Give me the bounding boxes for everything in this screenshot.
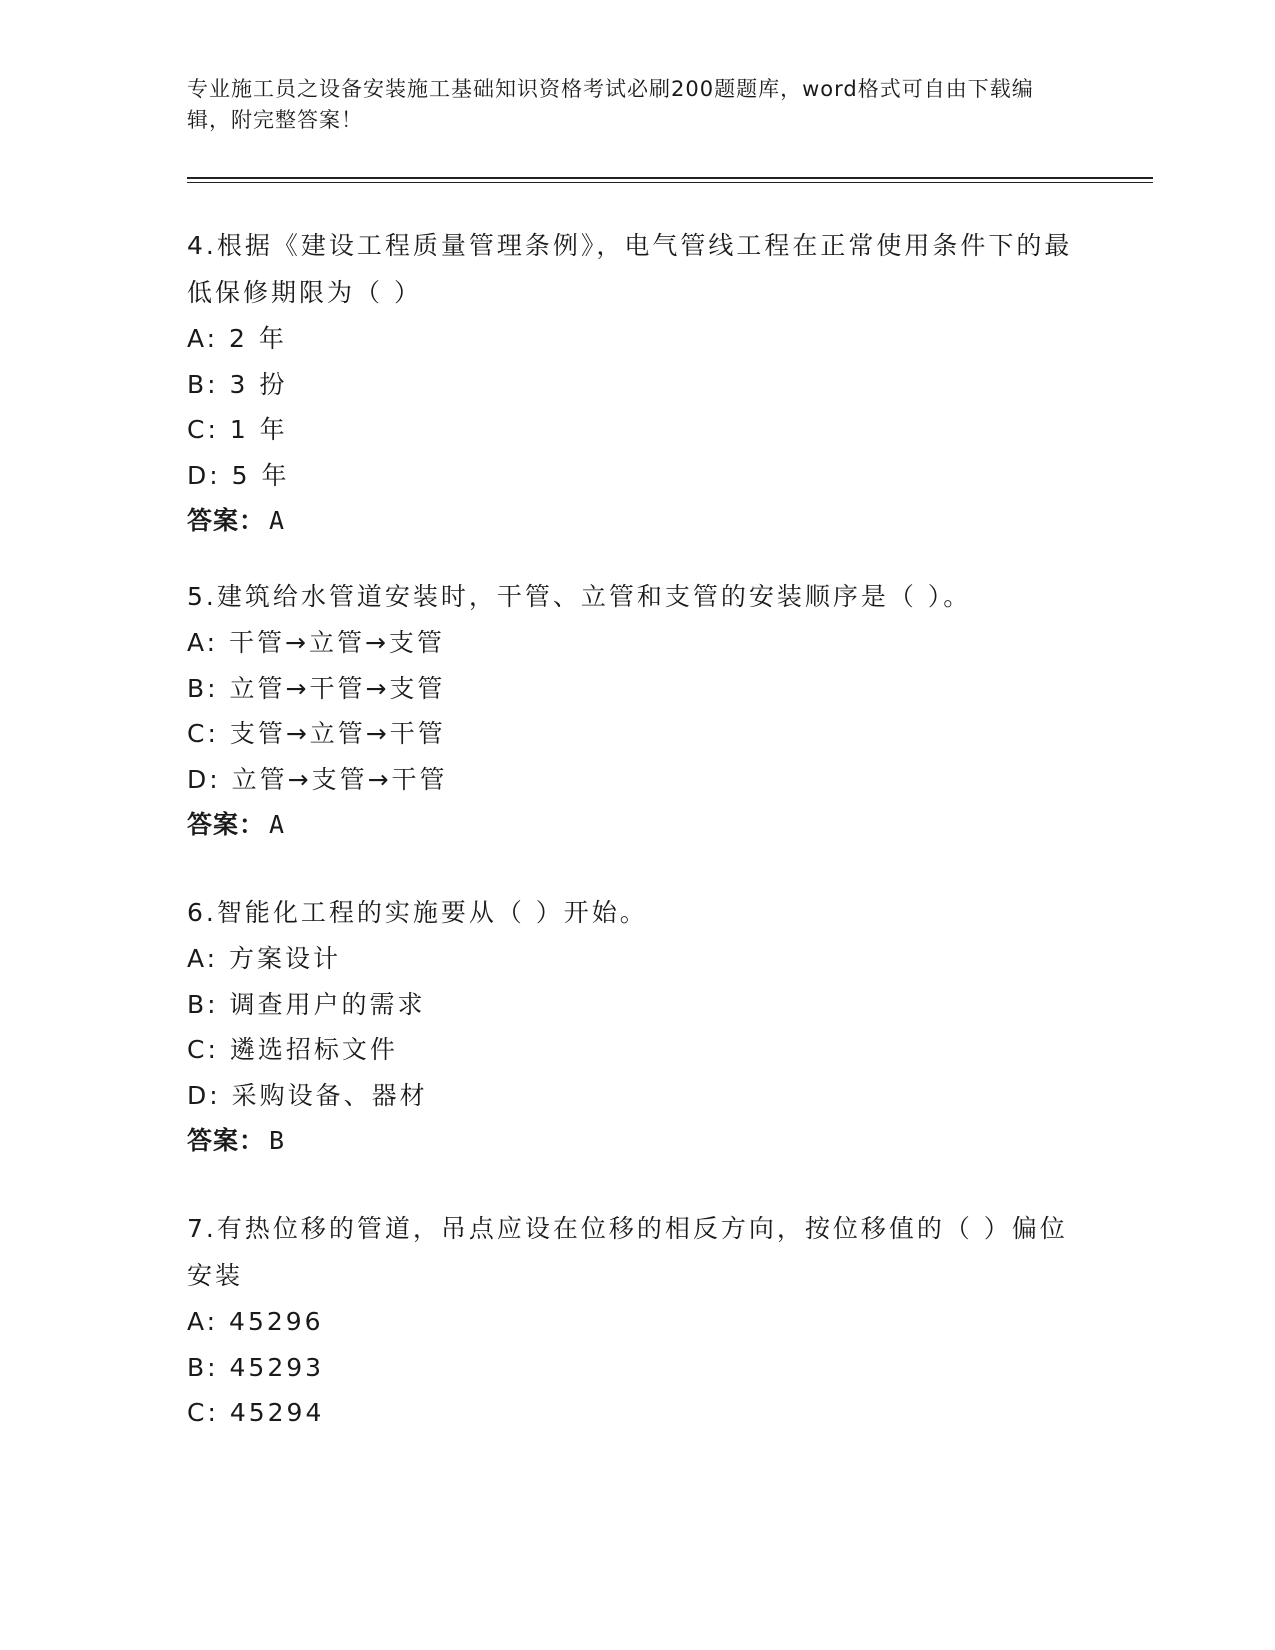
answer-label: 答案：: [187, 1126, 266, 1155]
question-5: [187, 573, 1087, 848]
question-stem: 7.有热位移的管道，吊点应设在位移的相反方向，按位移值的（ ）偏位安装: [187, 1214, 1068, 1290]
answer-value: A: [269, 506, 286, 535]
option-b: B: 45293: [187, 1352, 325, 1382]
option-a: A: 45296: [187, 1307, 324, 1336]
option-c: C: 支管→立管→干管: [187, 719, 446, 748]
answer-label: 答案：: [187, 810, 266, 839]
question-7: [187, 1205, 1087, 1436]
option-b: B: 调查用户的需求: [187, 989, 426, 1019]
option-d: D: 立管→支管→干管: [187, 764, 448, 794]
document-header: [187, 74, 1067, 136]
option-a: A: 干管→立管→支管: [187, 628, 445, 657]
answer-value: B: [269, 1126, 286, 1155]
option-c: C: 1 年: [187, 415, 288, 444]
option-c: C: 遴选招标文件: [187, 1035, 398, 1064]
question-stem: 4.根据《建设工程质量管理条例》，电气管线工程在正常使用条件下的最低保修期限为（ ）: [187, 231, 1073, 307]
header-divider-thin: [187, 182, 1153, 183]
answer-value: A: [269, 810, 286, 839]
header-text: 专业施工员之设备安装施工基础知识资格考试必刷200题题库，word格式可自由下载编辑，附完整答案！: [187, 77, 1034, 132]
option-d: D: 采购设备、器材: [187, 1080, 428, 1110]
option-a: A: 2 年: [187, 324, 287, 353]
option-a: A: 方案设计: [187, 944, 342, 973]
answer: [187, 802, 1087, 848]
answer-label: 答案：: [187, 506, 266, 535]
option-d: D: 5 年: [187, 460, 290, 490]
answer: [187, 498, 1087, 544]
question-6: [187, 889, 1087, 1164]
option-b: B: 3 扮: [187, 369, 288, 399]
option-c: C: 45294: [187, 1398, 325, 1427]
question-stem: 6.智能化工程的实施要从（ ）开始。: [187, 898, 648, 927]
header-divider-thick: [187, 177, 1153, 179]
question-stem: 5.建筑给水管道安装时，干管、立管和支管的安装顺序是（ ）。: [187, 582, 972, 611]
question-4: [187, 222, 1087, 544]
answer: [187, 1118, 1087, 1164]
option-b: B: 立管→干管→支管: [187, 673, 446, 703]
